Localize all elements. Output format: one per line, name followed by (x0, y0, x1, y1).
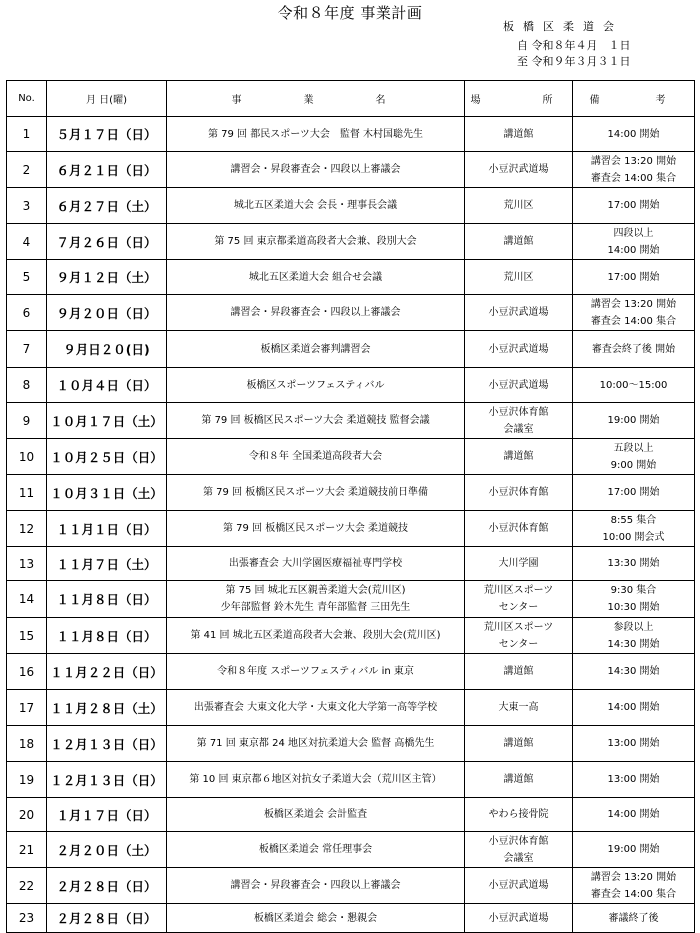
event-name-line: 令和８年度 スポーツフェスティバル in 東京 (217, 666, 414, 677)
event-name-line: 第 79 回 板橋区民スポーツ大会 柔道競技前日準備 (202, 487, 429, 498)
note-line: 17:00 開始 (607, 271, 660, 283)
row-date: １１月１日（日） (47, 511, 167, 547)
table-row (7, 547, 695, 581)
row-date: ２月２８日（日） (47, 868, 167, 904)
row-number: 4 (7, 224, 47, 260)
event-name-line: 講習会・昇段審査会・四段以上審議会 (230, 307, 401, 318)
row-number: 14 (7, 581, 47, 618)
place-line: やわら接骨院 (488, 809, 549, 820)
place-line: 小豆沢武道場 (488, 343, 549, 355)
row-event-name (167, 331, 465, 368)
table-row (7, 762, 695, 798)
event-name-line: 板橋区スポーツフェスティバル (246, 379, 385, 391)
note-line: 9:00 開始 (610, 459, 657, 471)
row-number: 3 (7, 188, 47, 224)
place-line: 講道館 (503, 738, 534, 749)
event-name-line: 板橋区柔道会 常任理事会 (258, 844, 373, 855)
note-line: 13:00 開始 (607, 774, 660, 785)
table-row (7, 690, 695, 726)
place-line: 小豆沢武道場 (488, 164, 549, 175)
place-line: 荒川区 (503, 271, 534, 283)
row-date: ９月１２日（土） (47, 260, 167, 295)
row-number: 13 (7, 547, 47, 581)
row-date: １０月２５日（日） (47, 439, 167, 475)
note-line: 14:00 開始 (607, 128, 660, 140)
table-body (7, 117, 695, 933)
row-note (573, 726, 695, 762)
place-line: 荒川区スポーツ (483, 621, 554, 633)
row-date: ２月２０日（土） (47, 832, 167, 868)
row-note (573, 904, 695, 933)
row-date: １１月２２日（日） (47, 654, 167, 690)
place-line: 講道館 (503, 774, 534, 785)
row-event-name (167, 904, 465, 933)
row-place (465, 331, 573, 368)
row-number: 7 (7, 331, 47, 368)
row-number: 16 (7, 654, 47, 690)
row-note (573, 832, 695, 868)
table-row (7, 832, 695, 868)
column-header-note: 備 考 (573, 81, 695, 117)
event-name-line: 出張審査会 大東文化大学・大東文化大学第一高等学校 (193, 702, 438, 713)
row-number: 22 (7, 868, 47, 904)
event-name-line: 講習会・昇段審査会・四段以上審議会 (230, 880, 401, 891)
row-event-name (167, 832, 465, 868)
event-name-line: 城北五区柔道大会 組合せ会議 (248, 271, 383, 283)
row-place (465, 798, 573, 832)
row-event-name (167, 618, 465, 654)
place-line: 小豆沢体育館 (488, 523, 549, 534)
row-place (465, 475, 573, 511)
row-number: 15 (7, 618, 47, 654)
row-note (573, 331, 695, 368)
row-note (573, 762, 695, 798)
row-place (465, 188, 573, 224)
note-line: 17:00 開始 (607, 200, 660, 211)
row-event-name (167, 762, 465, 798)
row-event-name (167, 152, 465, 188)
row-place (465, 904, 573, 933)
note-line: 9:30 集合 (610, 585, 657, 596)
note-line: 14:30 開始 (607, 666, 660, 677)
note-line: 14:00 開始 (607, 809, 660, 820)
place-line: 小豆沢体育館 (488, 487, 549, 498)
row-note (573, 690, 695, 726)
event-name-line: 第 79 回 板橋区民スポーツ大会 柔道競技 (222, 523, 409, 534)
table-row (7, 581, 695, 618)
note-line: 講習会 13:20 開始 (590, 871, 677, 883)
note-line: 13:30 開始 (607, 558, 660, 569)
row-place (465, 368, 573, 403)
row-date: ６月２７日（土） (47, 188, 167, 224)
row-place (465, 511, 573, 547)
table-header-row (7, 81, 695, 117)
note-line: 14:00 開始 (607, 702, 660, 713)
note-line: 参段以上 (613, 621, 654, 633)
row-place (465, 581, 573, 618)
row-place (465, 260, 573, 295)
row-event-name (167, 439, 465, 475)
row-place (465, 654, 573, 690)
column-header-place: 場 所 (465, 81, 573, 117)
table-row (7, 331, 695, 368)
period-to: 至 令和９年３月３１日 (517, 55, 631, 68)
row-date: １１月２８日（土） (47, 690, 167, 726)
row-place (465, 832, 573, 868)
row-note (573, 798, 695, 832)
row-event-name (167, 403, 465, 439)
row-event-name (167, 295, 465, 331)
row-note (573, 439, 695, 475)
event-name-line: 板橋区柔道会 総会・懇親会 (253, 912, 378, 924)
column-header-event: 事 業 名 (167, 81, 465, 117)
place-line: 小豆沢武道場 (488, 307, 549, 318)
note-line: 14:30 開始 (607, 638, 660, 650)
place-line: 荒川区 (503, 200, 534, 211)
row-event-name (167, 868, 465, 904)
event-name-line: 令和８年 全国柔道高段者大会 (248, 451, 383, 462)
event-name-line: 講習会・昇段審査会・四段以上審議会 (230, 164, 401, 175)
table-row (7, 726, 695, 762)
table-row (7, 618, 695, 654)
note-line: 審議終了後 (608, 912, 659, 924)
row-date: １０月１７日（土） (47, 403, 167, 439)
row-number: 20 (7, 798, 47, 832)
note-line: 審査会 14:00 集合 (590, 315, 677, 327)
row-number: 6 (7, 295, 47, 331)
row-place (465, 403, 573, 439)
row-note (573, 868, 695, 904)
row-date: ９月２０日（日） (47, 295, 167, 331)
organization-name: 板橋区柔道会 (503, 20, 623, 33)
row-date: ６月２１日（日） (47, 152, 167, 188)
table-row (7, 654, 695, 690)
row-date: １０月４日（日） (47, 368, 167, 403)
row-event-name (167, 581, 465, 618)
note-line: 五段以上 (613, 442, 654, 454)
table-row (7, 260, 695, 295)
row-date: １２月１３日（日） (47, 726, 167, 762)
row-number: 18 (7, 726, 47, 762)
table-row (7, 295, 695, 331)
event-name-line: 少年部監督 鈴木先生 青年部監督 三田先生 (220, 602, 411, 613)
table-row (7, 439, 695, 475)
note-line: 講習会 13:20 開始 (590, 298, 677, 310)
row-note (573, 403, 695, 439)
event-name-line: 第 75 回 東京都柔道高段者大会兼、段別大会 (214, 236, 417, 247)
table-row (7, 152, 695, 188)
row-note (573, 224, 695, 260)
place-line: 荒川区スポーツ (483, 585, 554, 596)
event-name-line: 第 75 回 城北五区親善柔道大会(荒川区) (225, 585, 406, 596)
place-line: 小豆沢武道場 (488, 912, 549, 924)
row-date: １２月１３日（日） (47, 762, 167, 798)
row-place (465, 618, 573, 654)
event-name-line: 第 71 回 東京都 24 地区対抗柔道大会 監督 高橋先生 (196, 738, 435, 749)
row-note (573, 547, 695, 581)
row-date: １１月８日（日） (47, 581, 167, 618)
row-date: ９月日２０(日) (47, 331, 167, 368)
row-number: 1 (7, 117, 47, 152)
place-line: 小豆沢武道場 (488, 880, 549, 891)
event-name-line: 第 10 回 東京都６地区対抗女子柔道大会（荒川区主管） (189, 774, 442, 785)
table-row (7, 403, 695, 439)
table-row (7, 798, 695, 832)
row-date: １０月３１日（土） (47, 475, 167, 511)
row-event-name (167, 547, 465, 581)
note-line: 19:00 開始 (607, 415, 660, 426)
place-line: センター (498, 638, 539, 650)
note-line: 8:55 集合 (610, 514, 657, 526)
place-line: 講道館 (503, 666, 534, 677)
table-row (7, 188, 695, 224)
note-line: 19:00 開始 (607, 844, 660, 855)
table-row (7, 224, 695, 260)
row-place (465, 690, 573, 726)
event-name-line: 第 79 回 都民スポーツ大会 監督 木村国聡先生 (207, 128, 424, 140)
row-number: 2 (7, 152, 47, 188)
note-line: 17:00 開始 (607, 487, 660, 498)
row-date: ７月２６日（日） (47, 224, 167, 260)
row-date: １１月８日（日） (47, 618, 167, 654)
note-line: 10:00 開会式 (602, 531, 665, 543)
event-name-line: 城北五区柔道大会 会長・理事長会議 (233, 200, 398, 211)
row-place (465, 224, 573, 260)
place-line: 会議室 (503, 852, 534, 864)
row-number: 11 (7, 475, 47, 511)
row-event-name (167, 224, 465, 260)
row-number: 9 (7, 403, 47, 439)
table-row (7, 904, 695, 933)
event-name-line: 第 79 回 板橋区民スポーツ大会 柔道競技 監督会議 (201, 415, 430, 426)
event-name-line: 板橋区柔道会 会計監査 (263, 809, 368, 820)
row-place (465, 117, 573, 152)
place-line: 小豆沢体育館 (488, 835, 549, 847)
row-note (573, 295, 695, 331)
row-place (465, 726, 573, 762)
row-number: 12 (7, 511, 47, 547)
note-line: 審査会 14:00 集合 (590, 172, 677, 184)
row-event-name (167, 117, 465, 152)
note-line: 10:00～15:00 (599, 379, 668, 391)
row-event-name (167, 260, 465, 295)
row-note (573, 368, 695, 403)
note-line: 14:00 開始 (607, 244, 660, 256)
row-note (573, 475, 695, 511)
table-row (7, 868, 695, 904)
row-place (465, 152, 573, 188)
event-name-line: 板橋区柔道会審判講習会 (260, 343, 371, 355)
row-event-name (167, 368, 465, 403)
row-place (465, 547, 573, 581)
row-event-name (167, 726, 465, 762)
event-name-line: 第 41 回 城北五区柔道高段者大会兼、段別大会(荒川区) (190, 630, 441, 641)
place-line: 会議室 (503, 423, 534, 435)
note-line: 審査会 14:00 集合 (590, 888, 677, 900)
table-row (7, 368, 695, 403)
row-note (573, 581, 695, 618)
note-line: 審査会終了後 開始 (591, 343, 676, 355)
column-header-date: 月 日(曜) (47, 81, 167, 117)
row-number: 5 (7, 260, 47, 295)
row-number: 21 (7, 832, 47, 868)
place-line: 講道館 (503, 236, 534, 247)
table-row (7, 475, 695, 511)
place-line: センター (498, 602, 539, 613)
row-number: 10 (7, 439, 47, 475)
row-number: 17 (7, 690, 47, 726)
table-row (7, 511, 695, 547)
row-note (573, 188, 695, 224)
place-line: 小豆沢武道場 (488, 379, 549, 391)
row-event-name (167, 511, 465, 547)
row-event-name (167, 654, 465, 690)
row-event-name (167, 475, 465, 511)
row-number: 23 (7, 904, 47, 933)
row-date: ５月１７日（日） (47, 117, 167, 152)
place-line: 講道館 (503, 128, 534, 140)
row-place (465, 868, 573, 904)
table-row (7, 117, 695, 152)
period-from: 自 令和８年４月 １日 (517, 39, 631, 52)
place-line: 大川学園 (498, 558, 539, 569)
row-date: ２月２８日（日） (47, 904, 167, 933)
row-note (573, 654, 695, 690)
row-place (465, 762, 573, 798)
column-header-no: No. (7, 81, 47, 117)
row-note (573, 260, 695, 295)
row-event-name (167, 798, 465, 832)
row-event-name (167, 188, 465, 224)
note-line: 講習会 13:20 開始 (590, 155, 677, 167)
note-line: 13:00 開始 (607, 738, 660, 749)
row-date: １月１７日（日） (47, 798, 167, 832)
place-line: 講道館 (503, 451, 534, 462)
row-number: 8 (7, 368, 47, 403)
row-note (573, 117, 695, 152)
event-name-line: 出張審査会 大川学園医療福祉専門学校 (228, 558, 403, 569)
row-note (573, 511, 695, 547)
page-title: 令和８年度 事業計画 (277, 4, 423, 22)
row-number: 19 (7, 762, 47, 798)
row-note (573, 618, 695, 654)
row-place (465, 439, 573, 475)
place-line: 大東一高 (498, 702, 539, 713)
row-note (573, 152, 695, 188)
note-line: 10:30 開始 (607, 602, 660, 613)
row-place (465, 295, 573, 331)
schedule-table (6, 80, 695, 933)
row-date: １１月７日（土） (47, 547, 167, 581)
place-line: 小豆沢体育館 (488, 406, 549, 418)
row-event-name (167, 690, 465, 726)
note-line: 四段以上 (613, 227, 654, 239)
